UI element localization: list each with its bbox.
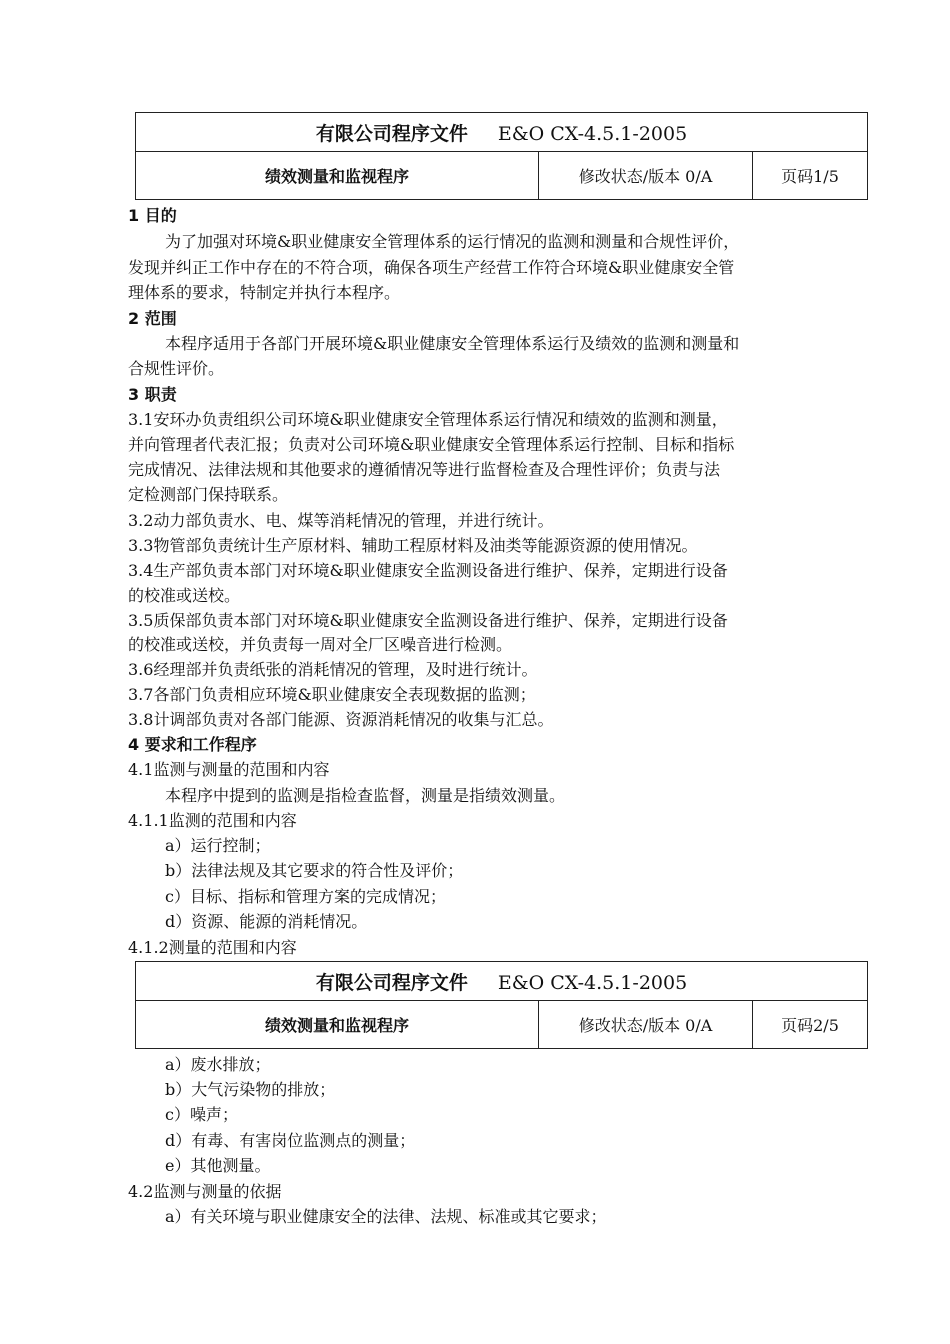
revision-status: 修改状态/版本 0/A [539, 1001, 753, 1049]
list-item: c）噪声； [165, 1105, 238, 1124]
list-item: a）有关环境与职业健康安全的法律、法规、标准或其它要求； [165, 1207, 607, 1226]
paragraph-line: 的校准或送校。 [128, 586, 241, 605]
doc-code: E&O CX-4.5.1-2005 [497, 971, 688, 994]
paragraph-line: 3.7各部门负责相应环境&职业健康安全表现数据的监测； [128, 685, 536, 704]
doc-code: E&O CX-4.5.1-2005 [497, 122, 688, 145]
paragraph-line: 本程序适用于各部门开展环境&职业健康安全管理体系运行及绩效的监测和测量和 [165, 334, 740, 353]
company-title: 有限公司程序文件 [315, 122, 468, 145]
header-title [136, 113, 868, 152]
paragraph-line: 定检测部门保持联系。 [128, 485, 289, 504]
paragraph-line: 的校准或送校，并负责每一周对全厂区噪音进行检测。 [128, 635, 513, 654]
paragraph-line: 3.6经理部并负责纸张的消耗情况的管理，及时进行统计。 [128, 660, 538, 679]
list-item: a）废水排放； [165, 1055, 271, 1074]
section-heading-procedure: 4 要求和工作程序 [128, 735, 257, 754]
paragraph-line: 4.1.2测量的范围和内容 [128, 938, 297, 957]
revision-status: 修改状态/版本 0/A [539, 152, 753, 200]
list-item: c）目标、指标和管理方案的完成情况； [165, 887, 446, 906]
paragraph-line: 完成情况、法律法规和其他要求的遵循情况等进行监督检查及合理性评价；负责与法 [128, 460, 721, 479]
page-number: 页码1/5 [753, 152, 868, 200]
paragraph-line: 发现并纠正工作中存在的不符合项，确保各项生产经营工作符合环境&职业健康安全管 [128, 258, 735, 277]
paragraph-line: 4.2监测与测量的依据 [128, 1182, 282, 1201]
list-item: b）法律法规及其它要求的符合性及评价； [165, 861, 464, 880]
doc-name: 绩效测量和监视程序 [136, 152, 539, 200]
list-item: d）有毒、有害岗位监测点的测量； [165, 1131, 416, 1150]
section-heading-scope: 2 范围 [128, 309, 177, 328]
page-number: 页码2/5 [753, 1001, 868, 1049]
list-item: b）大气污染物的排放； [165, 1080, 336, 1099]
page-header-2 [135, 961, 868, 1049]
paragraph-line: 为了加强对环境&职业健康安全管理体系的运行情况的监测和测量和合规性评价， [165, 232, 740, 251]
doc-name: 绩效测量和监视程序 [136, 1001, 539, 1049]
list-item: a）运行控制； [165, 836, 271, 855]
list-item: e）其他测量。 [165, 1156, 271, 1175]
paragraph-line: 4.1监测与测量的范围和内容 [128, 760, 330, 779]
company-title: 有限公司程序文件 [315, 971, 468, 994]
paragraph-line: 3.1安环办负责组织公司环境&职业健康安全管理体系运行情况和绩效的监测和测量， [128, 410, 728, 429]
header-title [136, 962, 868, 1001]
list-item: d）资源、能源的消耗情况。 [165, 912, 368, 931]
paragraph-line: 3.4生产部负责本部门对环境&职业健康安全监测设备进行维护、保养，定期进行设备 [128, 561, 728, 580]
paragraph-line: 4.1.1监测的范围和内容 [128, 811, 297, 830]
section-heading-purpose: 1 目的 [128, 206, 177, 225]
paragraph-line: 本程序中提到的监测是指检查监督，测量是指绩效测量。 [165, 786, 566, 805]
paragraph-line: 3.5质保部负责本部门对环境&职业健康安全监测设备进行维护、保养，定期进行设备 [128, 611, 728, 630]
paragraph-line: 3.3物管部负责统计生产原材料、辅助工程原材料及油类等能源资源的使用情况。 [128, 536, 698, 555]
paragraph-line: 合规性评价。 [128, 359, 225, 378]
page-header-1 [135, 112, 868, 200]
paragraph-line: 3.2动力部负责水、电、煤等消耗情况的管理，并进行统计。 [128, 511, 554, 530]
paragraph-line: 并向管理者代表汇报；负责对公司环境&职业健康安全管理体系运行控制、目标和指标 [128, 435, 735, 454]
paragraph-line: 3.8计调部负责对各部门能源、资源消耗情况的收集与汇总。 [128, 710, 554, 729]
section-heading-responsibilities: 3 职责 [128, 385, 177, 404]
paragraph-line: 理体系的要求，特制定并执行本程序。 [128, 283, 401, 302]
